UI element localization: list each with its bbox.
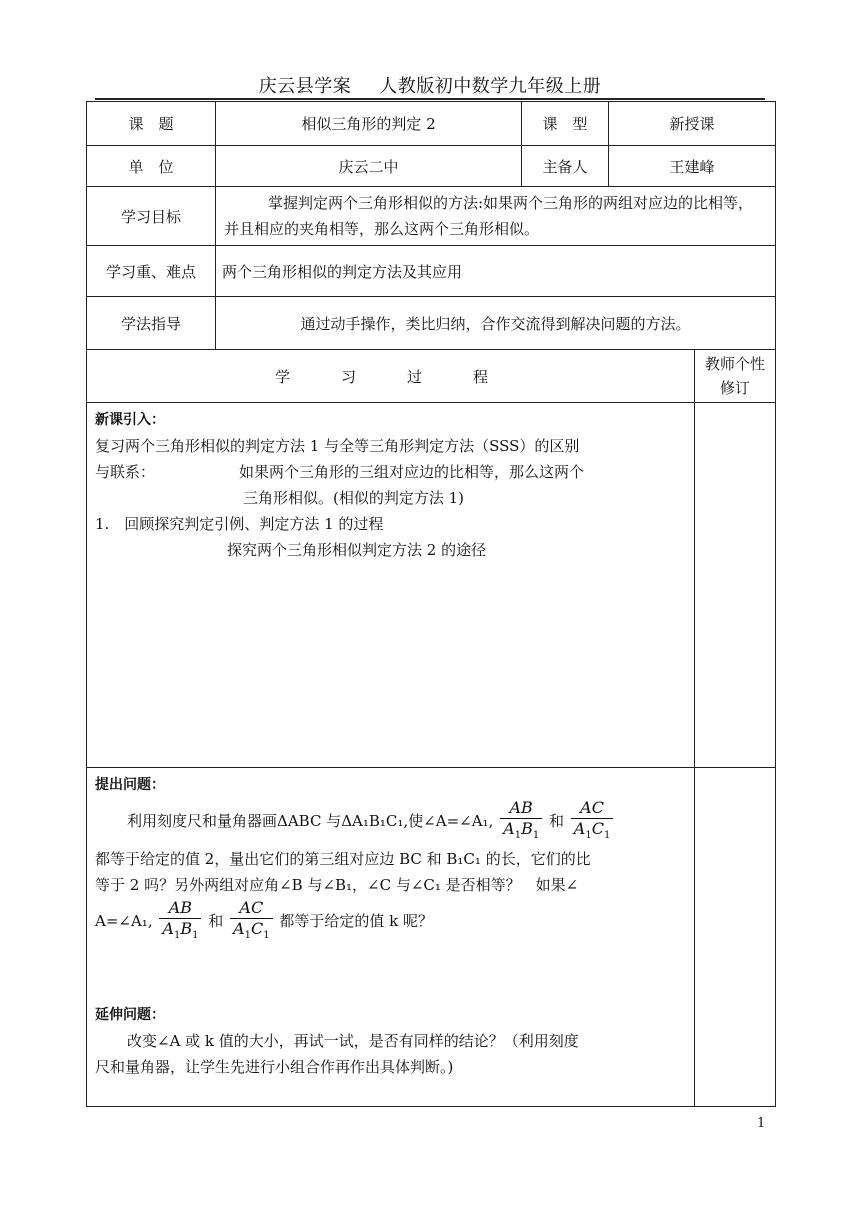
teacher-revision-label: 教师个性修订 — [695, 350, 776, 403]
fraction-ac-num: AC — [571, 798, 614, 819]
intro-teacher-cell — [695, 403, 776, 768]
header-rule — [95, 98, 765, 100]
extension-line-2: 尺和量角器，让学生先进行小组合作再作出具体判断。) — [95, 1058, 454, 1077]
intro-line-2-prefix: 与联系： — [95, 463, 156, 481]
sub-1: 1 — [585, 830, 592, 842]
fraction-ab-num: AB — [500, 798, 542, 819]
key-text: 两个三角形相似的判定方法及其应用 — [216, 246, 776, 297]
sub-1: 1 — [603, 830, 611, 842]
goal-cell — [216, 187, 776, 246]
unit-label: 单 位 — [87, 146, 216, 187]
header-school: 庆云县学案 — [258, 76, 352, 97]
intro-item-1: 1. 回顾探究判定引例、判定方法 1 的过程 — [95, 515, 384, 533]
method-text: 通过动手操作，类比归纳，合作交流得到解决问题的方法。 — [216, 297, 776, 350]
fraction-ab — [500, 798, 542, 846]
intro-line-3: 三角形相似。(相似的判定方法 1) — [243, 489, 465, 507]
row-process-header — [87, 350, 776, 403]
question-cell — [87, 768, 695, 1107]
unit-value: 庆云二中 — [216, 146, 522, 187]
fraction-ac-2-den-a: A — [233, 919, 245, 939]
intro-item-2: 探究两个三角形相似判定方法 2 的途径 — [227, 541, 487, 559]
question-p2: 都等于给定的值 2，量出它们的第三组对应边 BC 和 B₁C₁ 的长，它们的比 — [95, 850, 591, 869]
row-unit — [87, 146, 776, 187]
lesson-plan-table — [86, 101, 776, 1107]
method-label: 学法指导 — [87, 297, 216, 350]
question-p1: 利用刻度尺和量角器画ΔABC 与ΔA₁B₁C₁,使∠A=∠A₁, — [127, 812, 494, 831]
extension-title: 延伸问题： — [95, 1007, 165, 1024]
fraction-ab-2 — [159, 898, 201, 946]
fraction-ab-2-den-a: A — [162, 919, 174, 939]
key-label: 学习重、难点 — [87, 246, 216, 297]
row-intro — [87, 403, 776, 768]
and-word: 和 — [548, 812, 564, 831]
fraction-ac-2-den-c: C — [250, 919, 264, 939]
sub-1: 1 — [173, 930, 181, 942]
type-value: 新授课 — [609, 102, 776, 146]
intro-title: 新课引入： — [95, 412, 165, 428]
sub-1: 1 — [244, 930, 251, 942]
fraction-ac-den-a: A — [573, 819, 586, 838]
and-word-2: 和 — [208, 912, 224, 931]
page-number: 1 — [757, 1116, 766, 1131]
document-header — [0, 72, 860, 98]
intro-line-1: 复习两个三角形相似的判定方法 1 与全等三角形判定方法（SSS）的区别 — [95, 437, 580, 455]
row-method — [87, 297, 776, 350]
preparer-value: 王建峰 — [609, 146, 776, 187]
intro-line-2 — [95, 459, 686, 485]
fraction-ac — [571, 798, 614, 846]
extension-line-1-text: 改变∠A 或 k 值的大小，再试一试，是否有同样的结论？（利用刻度 — [127, 1032, 579, 1051]
question-title: 提出问题： — [95, 777, 165, 793]
type-label: 课 型 — [522, 102, 609, 146]
fraction-ac-2 — [230, 898, 273, 946]
fraction-ab-den-b: B — [521, 819, 533, 838]
fraction-ac-2-num: AC — [230, 898, 273, 919]
fraction-ab-den-a: A — [503, 819, 515, 838]
question-teacher-cell — [695, 768, 776, 1107]
question-p4-prefix: A=∠A₁, — [95, 912, 153, 931]
preparer-label: 主备人 — [522, 146, 609, 187]
question-line-4 — [95, 898, 686, 946]
sub-1: 1 — [532, 830, 540, 842]
question-p3: 等于 2 吗？另外两组对应角∠B 与∠B₁，∠C 与∠C₁ 是否相等？ 如果∠ — [95, 876, 579, 895]
topic-value: 相似三角形的判定 2 — [216, 102, 522, 146]
sub-1: 1 — [263, 930, 270, 942]
sub-1: 1 — [514, 830, 522, 842]
goal-text: 掌握判定两个三角形相似的方法:如果两个三角形的两组对应边的比相等，并且相应的夹角相等，那么这两个三角形相似。 — [224, 194, 754, 238]
fraction-ac-den-c: C — [591, 819, 604, 838]
intro-cell — [87, 403, 695, 768]
process-label: 学 习 过 程 — [87, 350, 695, 403]
row-goal — [87, 187, 776, 246]
extension-line-1 — [95, 1028, 686, 1054]
row-topic — [87, 102, 776, 146]
row-key — [87, 246, 776, 297]
topic-label: 课 题 — [87, 102, 216, 146]
fraction-ab-2-num: AB — [159, 898, 201, 919]
question-p4-suffix: 都等于给定的值 k 呢？ — [279, 912, 434, 931]
question-line-1 — [95, 798, 686, 846]
row-question — [87, 768, 776, 1107]
sub-1: 1 — [192, 930, 199, 942]
header-textbook: 人教版初中数学九年级上册 — [379, 76, 602, 97]
fraction-ab-2-den-b: B — [180, 919, 193, 939]
intro-line-2-rest: 如果两个三角形的三组对应边的比相等，那么这两个 — [239, 463, 585, 481]
goal-label: 学习目标 — [87, 187, 216, 246]
